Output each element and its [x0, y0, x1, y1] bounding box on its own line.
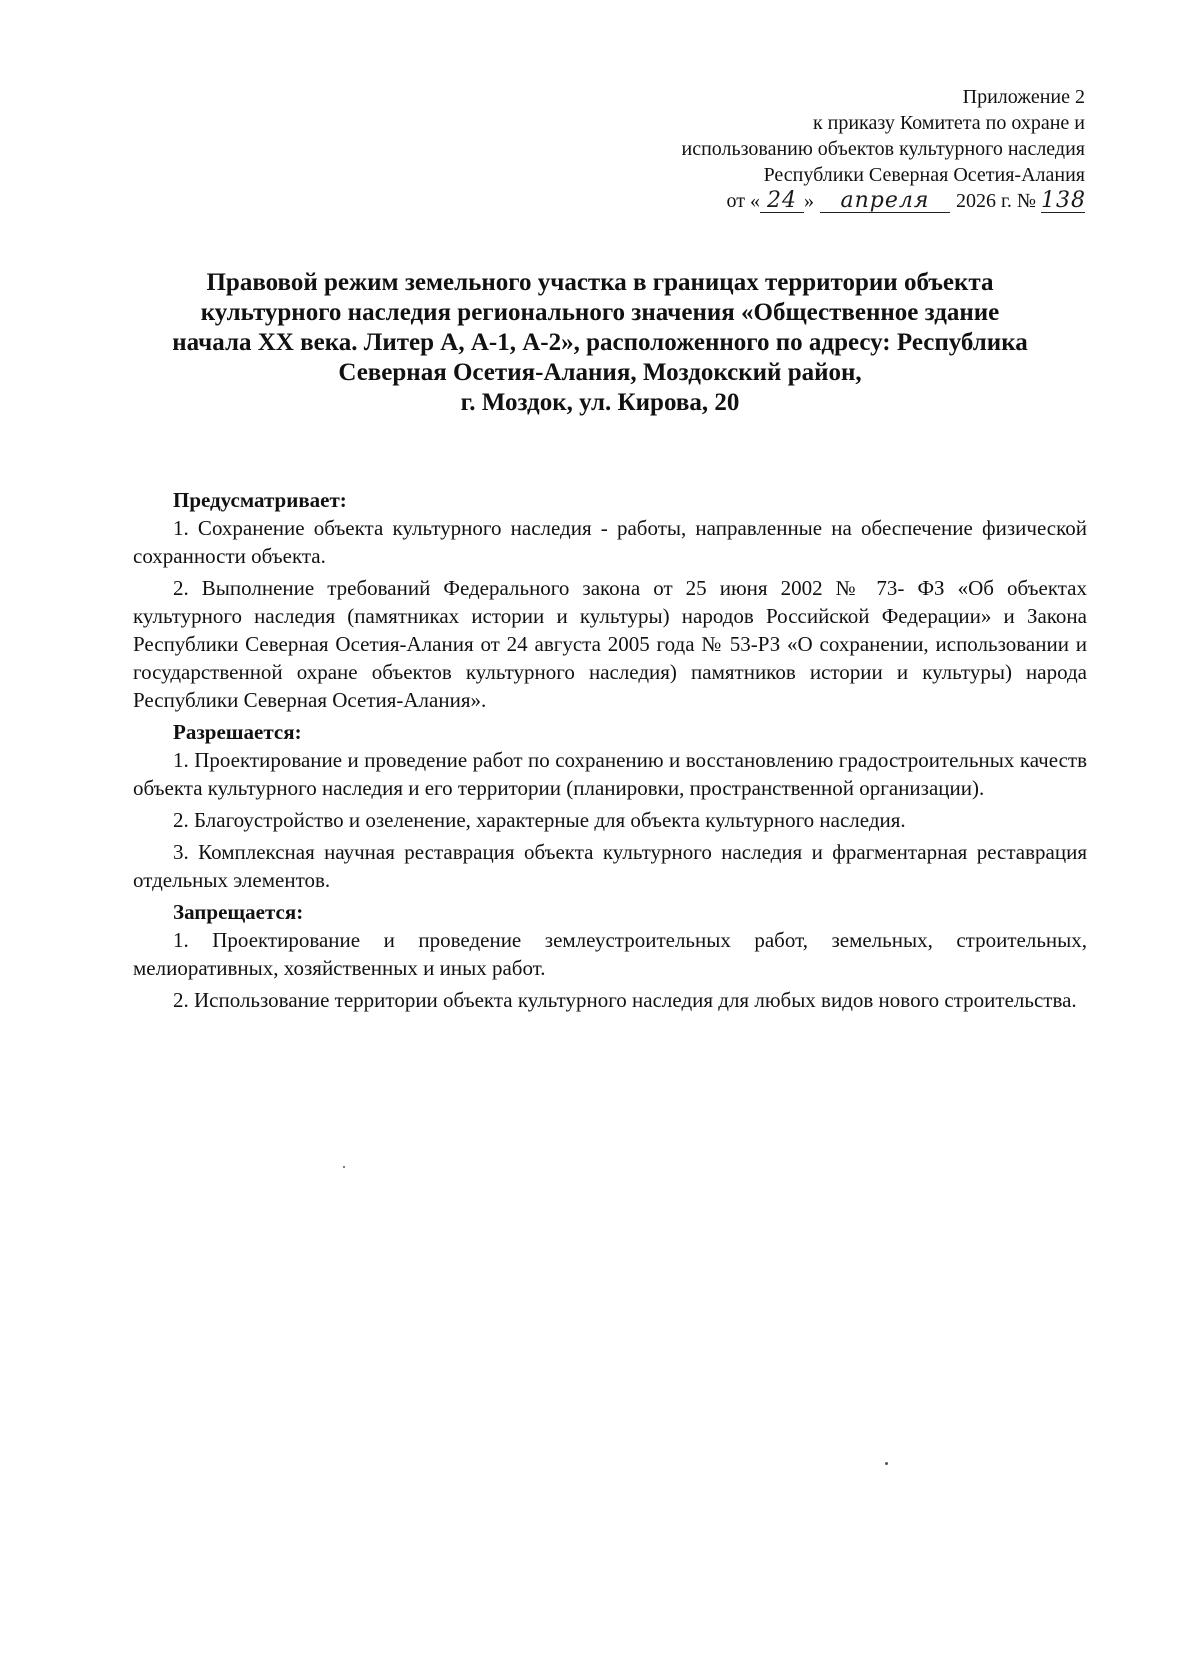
allowed-item: 2. Благоустройство и озеленение, характерные для объекта культурного наследия.: [173, 808, 906, 832]
date-year: 2026 г. №: [955, 190, 1036, 212]
date-month-field: [820, 190, 950, 213]
title-line: Правовой режим земельного участка в границах территории объекта: [206, 269, 994, 296]
order-number-field: [1041, 190, 1085, 213]
committee-line: использованию объектов культурного наследия: [681, 138, 1085, 160]
allowed-item: 1. Проектирование и проведение работ по сохранению и восстановлению градостроительных качеств объекта культурного наследия и его территории (планировки, пространственной организации).: [133, 748, 1087, 800]
section-heading-prohibited: Запрещается:: [173, 900, 304, 924]
date-mid: »: [803, 190, 814, 212]
scan-speck: [343, 1166, 345, 1168]
date-day-handwritten: 24: [766, 188, 797, 213]
date-month-handwritten: апреля: [840, 188, 930, 213]
appendix-header: [565, 84, 1085, 214]
date-prefix: от «: [726, 190, 760, 212]
allowed-item: 3. Комплексная научная реставрация объекта культурного наследия и фрагментарная реставрация отдельных элементов.: [133, 840, 1087, 892]
order-number-handwritten: 138: [1041, 188, 1086, 213]
prohibited-item: 2. Использование территории объекта культурного наследия для любых видов нового строительства.: [173, 988, 1077, 1012]
date-day-field: [760, 190, 804, 213]
title-line: г. Моздок, ул. Кирова, 20: [460, 389, 740, 416]
republic-line: Республики Северная Осетия-Алания: [763, 164, 1085, 186]
order-reference-line: к приказу Комитета по охране и: [812, 112, 1085, 134]
order-date-line: [565, 188, 1085, 214]
title-line: начала XX века. Литер А, А-1, А-2», расположенного по адресу: Республика: [172, 329, 1028, 356]
title-line: Северная Осетия-Алания, Моздокский район,: [338, 359, 862, 386]
title-line: культурного наследия регионального значения «Общественное здание: [200, 299, 1000, 326]
appendix-number: Приложение 2: [962, 86, 1085, 108]
scan-speck: [885, 1462, 888, 1465]
prohibited-item: 1. Проектирование и проведение землеустроительных работ, земельных, строительных, мелиоративных, хозяйственных и иных работ.: [133, 928, 1087, 980]
section-heading-provides: Предусматривает:: [173, 488, 347, 512]
document-body: [133, 486, 1087, 1018]
section-heading-allowed: Разрешается:: [173, 720, 302, 744]
provides-item: 1. Сохранение объекта культурного наследия - работы, направленные на обеспечение физической сохранности объекта.: [133, 516, 1087, 568]
provides-item: 2. Выполнение требований Федерального закона от 25 июня 2002 № 73- ФЗ «Об объектах культурного наследия (памятниках истории и культуры) народов Российской Федерации» и Закона Республики Северная Осетия-Алания от 24 августа 2005 года № 53-РЗ «О сохранении, использовании и государственной охране объектов культурного наследия) памятников истории и культуры) народа Республики Северная Осетия-Алания».: [133, 576, 1087, 712]
document-title: [120, 268, 1080, 418]
